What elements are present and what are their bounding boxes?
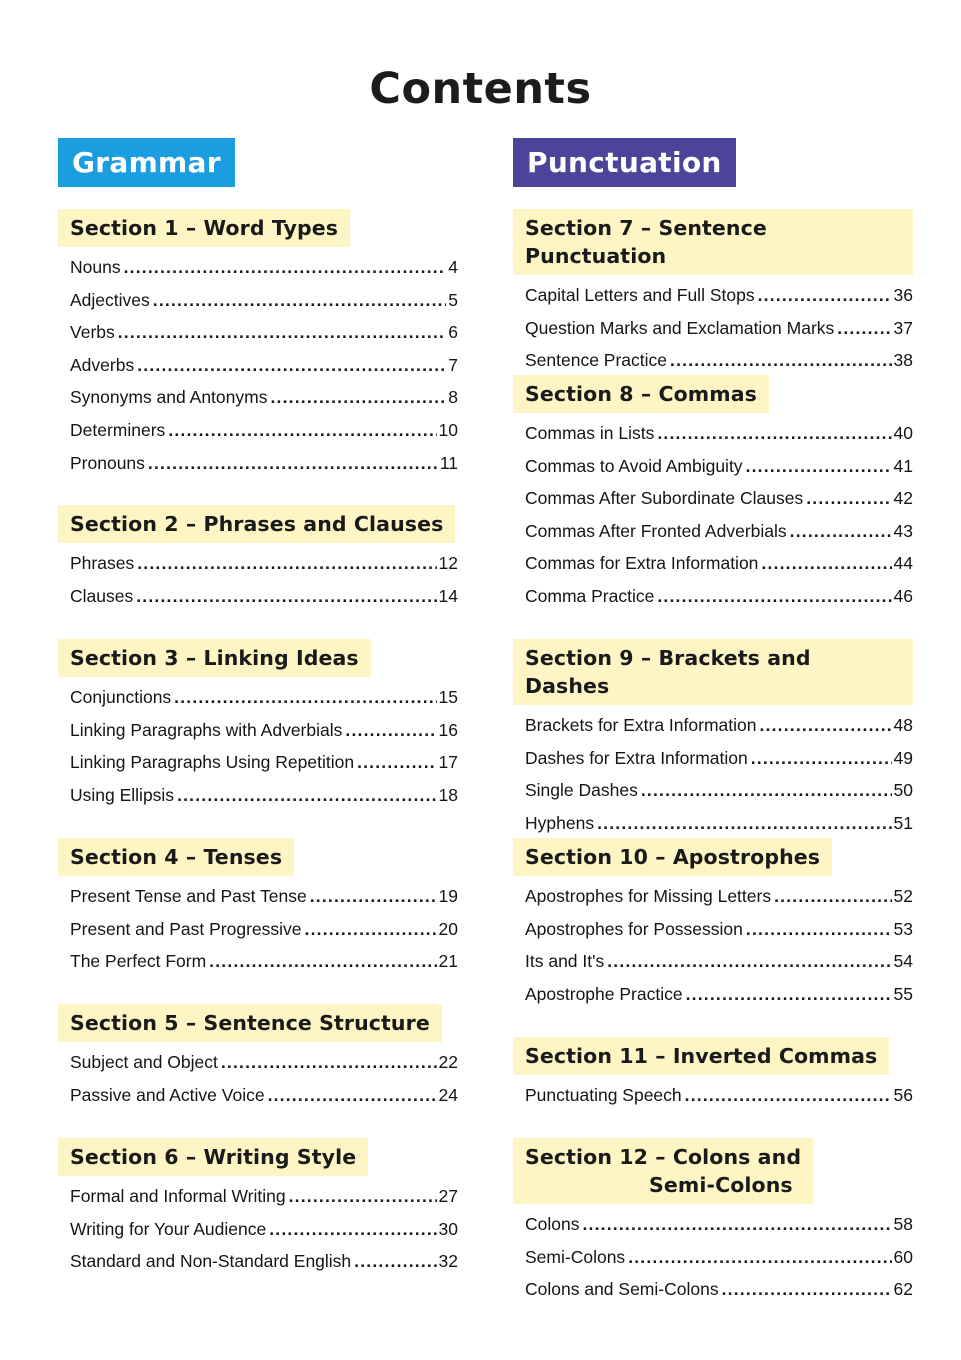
entry-page: 62 — [893, 1279, 913, 1300]
section-header: Section 1 – Word Types — [58, 209, 350, 247]
entry-label: Synonyms and Antonyms — [70, 387, 268, 408]
toc-entry[interactable] — [70, 1219, 458, 1252]
entry-page: 20 — [438, 918, 458, 939]
toc-entry[interactable] — [525, 984, 913, 1017]
dot-leader — [837, 318, 891, 339]
entry-page: 19 — [438, 886, 458, 906]
entry-list — [513, 285, 913, 383]
dot-leader — [310, 886, 437, 907]
toc-entry[interactable] — [525, 886, 913, 919]
toc-entry[interactable] — [70, 1251, 458, 1284]
entry-list — [58, 257, 458, 485]
entry-page: 60 — [893, 1246, 913, 1267]
toc-entry[interactable] — [525, 951, 913, 984]
entry-label: Its and It's — [525, 951, 605, 972]
entry-page: 58 — [893, 1214, 913, 1234]
toc-entry[interactable] — [70, 919, 458, 952]
entry-label: Colons — [525, 1214, 580, 1234]
section-title-line1: Section 12 – Colons and — [525, 1145, 802, 1169]
dot-leader — [641, 780, 892, 801]
toc-entry[interactable] — [70, 355, 458, 388]
dot-leader — [289, 1186, 437, 1207]
entry-list — [58, 1052, 458, 1117]
entry-page: 42 — [893, 488, 913, 509]
grammar-part-header: Grammar — [58, 138, 235, 187]
entry-page: 50 — [893, 780, 913, 801]
dot-leader — [137, 553, 436, 574]
toc-entry[interactable] — [70, 687, 458, 720]
entry-label: Single Dashes — [525, 780, 638, 801]
dot-leader — [597, 813, 891, 834]
entry-page: 52 — [893, 886, 913, 906]
dot-leader — [628, 1247, 891, 1268]
entry-page: 46 — [893, 585, 913, 606]
section-8 — [513, 375, 913, 619]
section-11 — [513, 1037, 913, 1118]
section-4 — [58, 838, 458, 984]
toc-entry[interactable] — [70, 1085, 458, 1118]
section-10 — [513, 838, 913, 1016]
entry-label: Present and Past Progressive — [70, 918, 302, 939]
section-1 — [58, 209, 458, 485]
section-header: Section 10 – Apostrophes — [513, 838, 832, 876]
entry-page: 41 — [893, 455, 913, 476]
entry-label: Brackets for Extra Information — [525, 715, 757, 735]
entry-page: 43 — [893, 520, 913, 541]
entry-page: 7 — [448, 354, 458, 375]
dot-leader — [354, 1251, 436, 1272]
entry-list — [513, 886, 913, 1016]
dot-leader — [670, 350, 892, 371]
entry-page: 18 — [438, 784, 458, 805]
entry-list — [513, 1214, 913, 1312]
entry-page: 22 — [438, 1052, 458, 1072]
entry-list — [513, 1085, 913, 1118]
toc-entry[interactable] — [525, 1085, 913, 1118]
entry-page: 17 — [438, 752, 458, 773]
dot-leader — [761, 553, 891, 574]
section-header: Section 11 – Inverted Commas — [513, 1037, 889, 1075]
entry-page: 27 — [438, 1186, 458, 1206]
dot-leader — [270, 387, 446, 408]
section-header: Section 5 – Sentence Structure — [58, 1004, 442, 1042]
dot-leader — [136, 586, 436, 607]
dot-leader — [685, 1085, 892, 1106]
entry-label: Adjectives — [70, 289, 150, 310]
entry-label: Apostrophe Practice — [525, 983, 683, 1004]
entry-page: 38 — [893, 350, 913, 371]
page-title: Contents — [369, 64, 592, 114]
toc-entry[interactable] — [525, 456, 913, 489]
entry-page: 6 — [448, 322, 458, 343]
toc-entry[interactable] — [70, 453, 458, 486]
dot-leader — [305, 919, 437, 940]
section-3 — [58, 639, 458, 817]
toc-entry[interactable] — [525, 521, 913, 554]
entry-label: Semi-Colons — [525, 1246, 626, 1267]
dot-leader — [153, 290, 447, 311]
dot-leader — [209, 951, 436, 972]
dot-leader — [746, 456, 892, 477]
section-header — [513, 1138, 813, 1204]
section-header: Section 8 – Commas — [513, 375, 769, 413]
toc-entry[interactable] — [525, 780, 913, 813]
entry-label: Punctuating Speech — [525, 1085, 682, 1105]
dot-leader — [221, 1052, 437, 1073]
dot-leader — [722, 1279, 892, 1300]
section-6 — [58, 1138, 458, 1284]
section-header: Section 6 – Writing Style — [58, 1138, 368, 1176]
entry-label: Sentence Practice — [525, 350, 668, 371]
toc-entry[interactable] — [70, 586, 458, 619]
entry-page: 53 — [893, 918, 913, 939]
entry-page: 12 — [438, 553, 458, 573]
entry-label: Nouns — [70, 257, 121, 277]
entry-page: 51 — [893, 812, 913, 833]
dot-leader — [168, 420, 436, 441]
entry-page: 10 — [438, 419, 458, 440]
entry-list — [58, 886, 458, 984]
entry-label: Phrases — [70, 553, 135, 573]
dot-leader — [746, 919, 892, 940]
dot-leader — [177, 785, 436, 806]
dot-leader — [268, 1085, 437, 1106]
grammar-column — [58, 138, 458, 1272]
section-2 — [58, 505, 458, 618]
entry-label: Using Ellipsis — [70, 784, 175, 805]
entry-page: 44 — [893, 553, 913, 574]
dot-leader — [774, 886, 891, 907]
entry-page: 16 — [438, 719, 458, 740]
entry-page: 55 — [893, 983, 913, 1004]
dot-leader — [582, 1214, 891, 1235]
dot-leader — [806, 488, 891, 509]
entry-label: Commas for Extra Information — [525, 553, 759, 574]
entry-label: Apostrophes for Possession — [525, 918, 743, 939]
entry-list — [58, 1186, 458, 1284]
entry-label: Verbs — [70, 322, 115, 343]
toc-entry[interactable] — [70, 785, 458, 818]
section-9 — [513, 639, 913, 845]
entry-label: Commas to Avoid Ambiguity — [525, 455, 743, 476]
toc-entry[interactable] — [70, 720, 458, 753]
entry-page: 4 — [448, 257, 458, 277]
punctuation-part-header: Punctuation — [513, 138, 736, 187]
entry-label: Commas After Fronted Adverbials — [525, 520, 787, 541]
dot-leader — [790, 521, 892, 542]
toc-entry[interactable] — [70, 1186, 458, 1219]
toc-entry[interactable] — [525, 553, 913, 586]
section-header: Section 3 – Linking Ideas — [58, 639, 371, 677]
dot-leader — [657, 423, 891, 444]
entry-page: 30 — [438, 1218, 458, 1239]
toc-entry[interactable] — [525, 488, 913, 521]
section-5 — [58, 1004, 458, 1117]
entry-label: Comma Practice — [525, 585, 655, 606]
entry-label: Pronouns — [70, 452, 145, 473]
dot-leader — [759, 715, 891, 736]
toc-entry[interactable] — [70, 553, 458, 586]
entry-label: Linking Paragraphs with Adverbials — [70, 719, 343, 740]
toc-entry[interactable] — [70, 257, 458, 290]
dot-leader — [751, 748, 892, 769]
dot-leader — [607, 951, 891, 972]
entry-label: Writing for Your Audience — [70, 1218, 267, 1239]
dot-leader — [174, 687, 436, 708]
toc-entry[interactable] — [525, 748, 913, 781]
entry-page: 5 — [448, 289, 458, 310]
toc-entry[interactable] — [70, 752, 458, 785]
toc-entry[interactable] — [525, 586, 913, 619]
entry-page: 36 — [893, 285, 913, 305]
entry-label: Commas After Subordinate Clauses — [525, 488, 804, 509]
section-header: Section 4 – Tenses — [58, 838, 294, 876]
dot-leader — [357, 752, 436, 773]
toc-entry[interactable] — [525, 318, 913, 351]
entry-page: 14 — [438, 585, 458, 606]
toc-entry[interactable] — [70, 951, 458, 984]
toc-entry[interactable] — [70, 322, 458, 355]
entry-page: 24 — [438, 1084, 458, 1105]
toc-entry[interactable] — [525, 285, 913, 318]
dot-leader — [345, 720, 436, 741]
entry-label: Question Marks and Exclamation Marks — [525, 317, 835, 338]
toc-entry[interactable] — [525, 715, 913, 748]
toc-entry[interactable] — [525, 1214, 913, 1247]
entry-label: Colons and Semi-Colons — [525, 1279, 719, 1300]
section-header: Section 9 – Brackets and Dashes — [513, 639, 913, 705]
entry-page: 48 — [893, 715, 913, 735]
entry-label: Determiners — [70, 419, 166, 440]
dot-leader — [148, 453, 438, 474]
toc-entry[interactable] — [70, 420, 458, 453]
entry-label: Formal and Informal Writing — [70, 1186, 286, 1206]
entry-list — [58, 553, 458, 618]
entry-page: 37 — [893, 317, 913, 338]
entry-page: 32 — [438, 1251, 458, 1272]
entry-page: 54 — [893, 951, 913, 972]
section-header: Section 2 – Phrases and Clauses — [58, 505, 455, 543]
entry-page: 56 — [893, 1085, 913, 1105]
toc-entry[interactable] — [70, 1052, 458, 1085]
toc-entry[interactable] — [70, 387, 458, 420]
dot-leader — [118, 322, 447, 343]
dot-leader — [137, 355, 446, 376]
toc-entry[interactable] — [70, 886, 458, 919]
toc-entry[interactable] — [525, 1279, 913, 1312]
toc-entry[interactable] — [70, 290, 458, 323]
entry-label: Subject and Object — [70, 1052, 218, 1072]
entry-label: Apostrophes for Missing Letters — [525, 886, 772, 906]
toc-entry[interactable] — [525, 1247, 913, 1280]
section-header: Section 7 – Sentence Punctuation — [513, 209, 913, 275]
entry-label: Standard and Non-Standard English — [70, 1251, 352, 1272]
toc-entry[interactable] — [525, 919, 913, 952]
entry-label: The Perfect Form — [70, 951, 207, 972]
section-title-line2: Semi-Colons — [649, 1173, 793, 1197]
dot-leader — [269, 1219, 436, 1240]
dot-leader — [686, 984, 892, 1005]
entry-page: 8 — [448, 387, 458, 408]
entry-page: 11 — [439, 452, 458, 473]
entry-page: 15 — [438, 687, 458, 707]
toc-entry[interactable] — [525, 423, 913, 456]
section-7 — [513, 209, 913, 383]
entry-page: 40 — [893, 423, 913, 443]
dot-leader — [657, 586, 891, 607]
entry-label: Capital Letters and Full Stops — [525, 285, 755, 305]
entry-label: Conjunctions — [70, 687, 172, 707]
dot-leader — [124, 257, 447, 278]
punctuation-column — [513, 138, 913, 1300]
entry-list — [58, 687, 458, 817]
entry-label: Passive and Active Voice — [70, 1084, 265, 1105]
entry-label: Adverbs — [70, 354, 135, 375]
entry-list — [513, 715, 913, 845]
entry-label: Clauses — [70, 585, 134, 606]
entry-page: 21 — [438, 951, 458, 972]
entry-label: Present Tense and Past Tense — [70, 886, 307, 906]
entry-label: Commas in Lists — [525, 423, 655, 443]
entry-page: 49 — [893, 747, 913, 768]
entry-label: Linking Paragraphs Using Repetition — [70, 752, 355, 773]
entry-label: Hyphens — [525, 812, 595, 833]
entry-list — [513, 423, 913, 619]
dot-leader — [758, 285, 892, 306]
section-12 — [513, 1138, 913, 1312]
entry-label: Dashes for Extra Information — [525, 747, 748, 768]
